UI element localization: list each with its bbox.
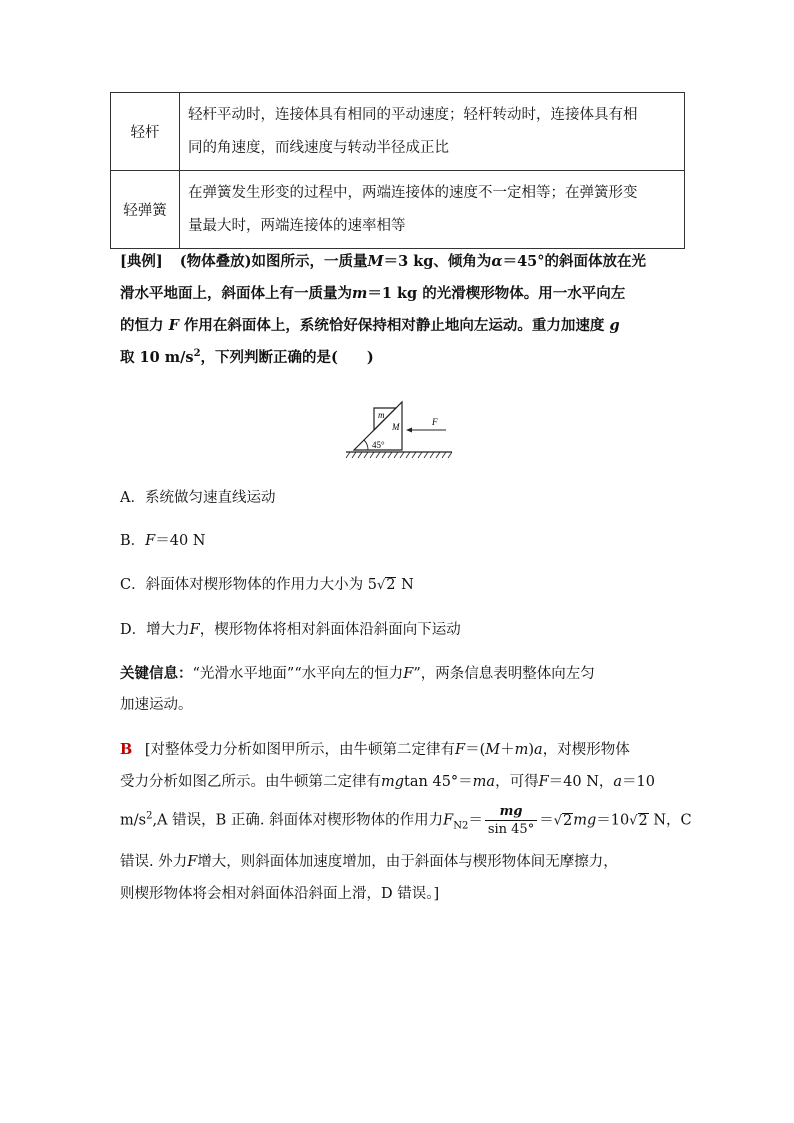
example-line-4 — [120, 346, 374, 367]
answer-text: 错误. 外力 — [120, 854, 188, 870]
example-text: 滑水平地面上，斜面体上有一质量为 — [120, 285, 352, 302]
var-F: F — [187, 854, 198, 870]
label-M: M — [392, 422, 400, 432]
answer-text: ＝40 N， — [548, 774, 614, 790]
answer-text: tan 45°＝ — [404, 774, 473, 790]
fraction — [485, 803, 537, 838]
var-alpha: α — [491, 253, 503, 270]
example-text: ＝3 kg、倾角为 — [383, 253, 492, 270]
var-F: F — [403, 666, 414, 682]
var-F: F — [455, 742, 466, 758]
var-F: F — [145, 533, 156, 549]
example-text: 的恒力 — [120, 317, 164, 334]
option-text: N — [396, 577, 414, 593]
label-m: m — [378, 410, 385, 420]
example-text: 取 10 m/s — [120, 349, 194, 366]
row-label: 轻杆 — [111, 93, 180, 171]
fraction-denominator: sin 45° — [487, 822, 535, 837]
sqrt-value: 2 — [563, 812, 573, 829]
key-info-line-1 — [120, 662, 595, 683]
var-a: a — [613, 774, 623, 790]
label-angle: 45° — [372, 440, 385, 450]
answer-text: ) — [528, 742, 535, 758]
var-F: F — [189, 622, 200, 638]
answer-line-1 — [120, 738, 630, 759]
option-text: D．增大力 — [120, 622, 190, 638]
row-line: 同的角速度，而线速度与转动半径成正比 — [188, 139, 449, 156]
subscript: N2 — [453, 820, 469, 832]
var-g: g — [609, 317, 620, 334]
answer-text: 受力分析如图乙所示。由牛顿第二定律有 — [120, 774, 381, 790]
superscript: 2 — [146, 810, 153, 822]
key-info-line-2: 加速运动。 — [120, 697, 193, 713]
example-tag: [典例] — [120, 253, 163, 270]
example-text: ，下列判断正确的是( ) — [200, 349, 374, 366]
arrow-head — [406, 428, 412, 433]
var-F: F — [443, 812, 454, 829]
answer-text: ，可得 — [495, 774, 539, 790]
answer-line-3: $m/s^2,A$ 错误，B 正确. 斜面体对楔形物体的作用力$F_{N2}=$ $\frac{mg}{\sin 45^\circ}$ ＝√2mg＝10√2 N，C — [120, 804, 692, 837]
angle-arc — [364, 440, 368, 450]
key-text: ”，两条信息表明整体向左匀 — [413, 666, 595, 682]
row-line: 量最大时，两端连接体的速率相等 — [188, 217, 406, 234]
incline-figure — [340, 392, 460, 464]
example-type: (物体叠放) — [179, 253, 252, 270]
comparison-table — [110, 92, 685, 249]
example-line-2 — [120, 282, 625, 303]
example-line-3 — [120, 314, 620, 335]
table-row — [111, 93, 685, 171]
sqrt-value: 2 — [638, 812, 648, 829]
var-M: M — [485, 742, 501, 758]
example-text: ＝45°的斜面体放在光 — [502, 253, 647, 270]
answer-text: ，对楔形物体 — [542, 742, 630, 758]
key-text: “光滑水平地面”“水平向左的恒力 — [192, 666, 404, 682]
option-text: C．斜面体对楔形物体的作用力大小为 5 — [120, 577, 377, 593]
answer-text: ＋ — [500, 742, 515, 758]
option-b — [120, 529, 205, 550]
answer-line-2 — [120, 770, 655, 791]
var-m: m — [352, 285, 368, 302]
ground-hatch — [346, 452, 452, 458]
key-label: 关键信息： — [120, 665, 193, 682]
var-mg: mg — [573, 812, 597, 829]
answer-text: ＝( — [465, 742, 486, 758]
example-text: 如图所示，一质量 — [251, 253, 368, 270]
row-line: 在弹簧发生形变的过程中，两端连接体的速度不一定相等；在弹簧形变 — [188, 184, 638, 201]
answer-text: m/s — [120, 812, 147, 829]
option-text: ＝40 N — [155, 533, 206, 549]
example-line-1 — [120, 250, 646, 271]
answer-text: ＝ — [468, 812, 483, 829]
row-content — [180, 171, 685, 249]
var-ma: ma — [472, 774, 496, 790]
option-text: B． — [120, 533, 146, 549]
superscript: 2 — [193, 348, 201, 360]
table-row — [111, 171, 685, 249]
answer-line-5: 则楔形物体将会相对斜面体沿斜面上滑，D 错误。] — [120, 886, 440, 902]
row-content — [180, 93, 685, 171]
answer-text: [对整体受力分析如图甲所示，由牛顿第二定律有 — [144, 742, 456, 758]
sqrt-value: 2 — [386, 577, 396, 593]
option-d — [120, 618, 461, 639]
option-c: C．斜面体对楔形物体的作用力大小为 5√2 N — [120, 577, 414, 593]
var-m: m — [514, 742, 529, 758]
option-text: ，楔形物体将相对斜面体沿斜面向下运动 — [199, 622, 461, 638]
answer-text: 增大，则斜面体加速度增加，由于斜面体与楔形物体间无摩擦力， — [197, 854, 618, 870]
answer-line-4 — [120, 850, 618, 871]
label-F: F — [432, 417, 438, 427]
row-label: 轻弹簧 — [111, 171, 180, 249]
var-mg: mg — [381, 774, 405, 790]
option-a: A．系统做匀速直线运动 — [120, 490, 276, 506]
row-line: 轻杆平动时，连接体具有相同的平动速度；轻杆转动时，连接体具有相 — [188, 106, 638, 123]
answer-text: ＝10 — [596, 812, 630, 829]
example-text: ＝1 kg 的光滑楔形物体。用一水平向左 — [367, 285, 626, 302]
var-a: a — [534, 742, 543, 758]
var-F: F — [538, 774, 549, 790]
answer-text: ,A 错误，B 正确. 斜面体对楔形物体的作用力 — [152, 812, 444, 829]
answer-text: N，C — [648, 812, 692, 829]
fraction-numerator: mg — [485, 803, 537, 821]
var-M: M — [367, 253, 384, 270]
var-F: F — [168, 317, 179, 334]
answer-letter: B — [120, 741, 133, 758]
example-text: 作用在斜面体上，系统恰好保持相对静止地向左运动。重力加速度 — [183, 317, 605, 334]
answer-text: ＝ — [539, 812, 554, 829]
answer-text: ＝10 — [622, 774, 655, 790]
